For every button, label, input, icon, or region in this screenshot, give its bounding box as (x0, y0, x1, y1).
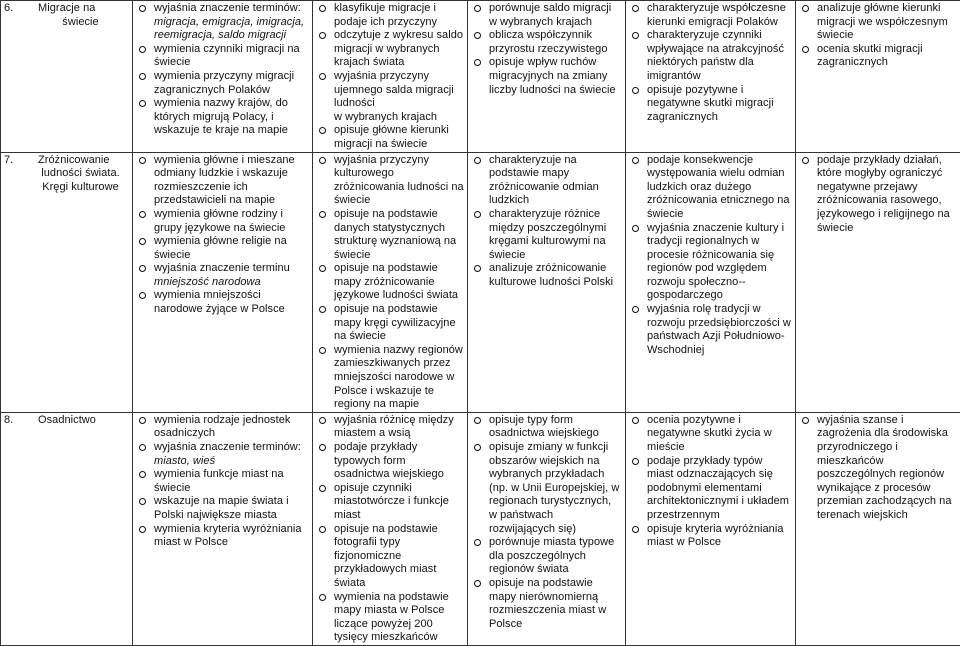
section-title-line: Migracje na (38, 2, 95, 14)
list-item: charakteryzuje współczesne kierunki emigracji Polaków (629, 2, 792, 29)
list-item: porównuje saldo migracji w wybranych krajach (471, 2, 622, 29)
list-item: charakteryzuje różnice między poszczególnymi kręgami kulturowymi na świecie (471, 208, 622, 262)
requirements-cell-level-4 (626, 152, 796, 412)
list-item: opisuje pozytywne i negatywne skutki migracji zagranicznych (629, 84, 792, 125)
list-item: podaje przykłady typowych form osadnictwa wiejskiego (316, 441, 464, 482)
requirements-list (136, 414, 309, 550)
list-item: ocenia skutki migracji zagranicznych (799, 43, 957, 70)
list-item: opisuje kryteria wyróżniania miast w Polsce (629, 523, 792, 550)
list-item: analizuje zróżnicowanie kulturowe ludności Polski (471, 262, 622, 289)
requirements-cell-level-4 (626, 1, 796, 153)
list-item: wymienia nazwy regionów zamieszkiwanych przez mniejszości narodowe w Polsce i wskazuje te regiony na mapie (316, 344, 464, 412)
requirements-list (316, 154, 464, 412)
requirements-cell-level-5 (796, 412, 960, 645)
list-item: wymienia rodzaje jednostek osadniczych (136, 414, 309, 441)
list-item: wymienia nazwy krajów, do których migrują Polacy, i wskazuje te kraje na mapie (136, 97, 309, 138)
requirements-list (471, 414, 622, 632)
requirements-list (471, 154, 622, 290)
list-item-continuation: przykładowych miast świata (316, 563, 464, 590)
list-item: wyjaśnia znaczenie terminów: (136, 441, 309, 455)
list-item: analizuje główne kierunki migracji we współczesnym świecie (799, 2, 957, 43)
list-item: wyjaśnia przyczyny ujemnego salda migracji ludności (316, 70, 464, 111)
list-item: wyjaśnia przyczyny kulturowego zróżnicowania ludności na świecie (316, 154, 464, 208)
requirements-list (316, 414, 464, 645)
list-item: ocenia pozytywne i negatywne skutki życia w mieście (629, 414, 792, 455)
section-heading-cell (1, 152, 133, 412)
requirements-cell-level-1 (133, 152, 313, 412)
section-row (1, 412, 960, 645)
list-item: opisuje na podstawie danych statystycznych strukturę wyznaniową na świecie (316, 208, 464, 262)
requirements-list (136, 154, 309, 317)
requirements-list (471, 2, 622, 97)
section-title-line: Osadnictwo (38, 414, 96, 426)
requirements-cell-level-5 (796, 1, 960, 153)
requirements-cell-level-4 (626, 412, 796, 645)
requirements-cell-level-2 (313, 412, 468, 645)
requirements-list (136, 2, 309, 138)
list-item: opisuje na podstawie mapy kręgi cywilizacyjne na świecie (316, 303, 464, 344)
section-title-line: Kręgi kulturowe (38, 181, 123, 195)
list-item: wyjaśnia znaczenie terminu (136, 262, 309, 276)
list-item: opisuje na podstawie fotografii typy fizjonomiczne (316, 523, 464, 564)
list-item-continuation: w wybranych krajach (316, 111, 464, 125)
list-item: porównuje miasta typowe dla poszczególnych regionów świata (471, 536, 622, 577)
list-item: opisuje główne kierunki migracji na świecie (316, 124, 464, 151)
section-row (1, 1, 960, 153)
requirements-list (316, 2, 464, 152)
list-item: wymienia główne rodziny i grupy językowe na świecie (136, 208, 309, 235)
section-title-line: ludności świata. (38, 167, 123, 181)
requirements-list (629, 154, 792, 358)
list-item: opisuje czynniki miastotwórcze i funkcje miast (316, 482, 464, 523)
list-item: klasyfikuje migracje i podaje ich przyczyny (316, 2, 464, 29)
section-heading-cell (1, 412, 133, 645)
list-item: wyjaśnia rolę tradycji w rozwoju przedsiębiorczości w państwach Azji Południowo-Wschodniej (629, 303, 792, 357)
list-item: charakteryzuje na podstawie mapy zróżnicowanie odmian ludzkich (471, 154, 622, 208)
list-item-continuation: migracja, emigracja, imigracja, reemigracja, saldo migracji (136, 16, 309, 43)
list-item: opisuje na podstawie mapy zróżnicowanie językowe ludności świata (316, 262, 464, 303)
list-item: wyjaśnia znaczenie terminów: (136, 2, 309, 16)
requirements-list (629, 2, 792, 124)
list-item: odczytuje z wykresu saldo migracji w wybranych krajach świata (316, 29, 464, 70)
list-item: wymienia przyczyny migracji zagranicznych Polaków (136, 70, 309, 97)
list-item: wymienia na podstawie mapy miasta w Polsce liczące powyżej 200 tysięcy mieszkańców (316, 591, 464, 645)
list-item: podaje konsekwencje występowania wielu odmian ludzkich oraz dużego zróżnicowania etnicznego na świecie (629, 154, 792, 222)
list-item: podaje przykłady działań, które mogłyby ograniczyć negatywne przejawy zróżnicowania rasowego, językowego i religijnego na świecie (799, 154, 957, 236)
section-row (1, 152, 960, 412)
list-item: wymienia kryteria wyróżniania miast w Polsce (136, 523, 309, 550)
list-item-continuation: mniejszość narodowa (136, 276, 309, 290)
list-item: wyjaśnia szanse i zagrożenia dla środowiska przyrodniczego i mieszkańców poszczególnych regionów wynikające z procesów przemian zachodzących na terenach wiejskich (799, 414, 957, 523)
list-item: oblicza współczynnik przyrostu rzeczywistego (471, 29, 622, 56)
requirements-list (799, 414, 957, 523)
requirements-cell-level-1 (133, 1, 313, 153)
section-title-line: Zróżnicowanie (38, 154, 110, 166)
list-item: wyjaśnia znaczenie kultury i tradycji regionalnych w procesie różnicowania się regionów pod względem rozwoju społeczno--gospodarczego (629, 222, 792, 304)
list-item: opisuje wpływ ruchów migracyjnych na zmiany liczby ludności na świecie (471, 56, 622, 97)
requirements-cell-level-3 (468, 152, 626, 412)
requirements-list (799, 154, 957, 236)
section-number: 7. (4, 154, 38, 168)
requirements-list (799, 2, 957, 70)
section-title-line: świecie (38, 16, 123, 30)
requirements-cell-level-2 (313, 152, 468, 412)
requirements-cell-level-2 (313, 1, 468, 153)
section-heading-cell (1, 1, 133, 153)
requirements-cell-level-3 (468, 1, 626, 153)
list-item: wymienia główne i mieszane odmiany ludzkie i wskazuje rozmieszczenie ich przedstawicieli na mapie (136, 154, 309, 208)
requirements-cell-level-3 (468, 412, 626, 645)
list-item-continuation: miasto, wieś (136, 455, 309, 469)
list-item: charakteryzuje czynniki wpływające na atrakcyjność niektórych państw dla imigrantów (629, 29, 792, 83)
list-item: opisuje typy form osadnictwa wiejskiego (471, 414, 622, 441)
list-item: wymienia główne religie na świecie (136, 235, 309, 262)
section-number: 8. (4, 414, 38, 428)
list-item: podaje przykłady typów miast odznaczających się podobnymi elementami architektonicznymi i układem przestrzennym (629, 455, 792, 523)
list-item: wymienia funkcje miast na świecie (136, 468, 309, 495)
list-item: wymienia czynniki migracji na świecie (136, 43, 309, 70)
requirements-cell-level-5 (796, 152, 960, 412)
list-item: opisuje zmiany w funkcji obszarów wiejskich na wybranych przykładach (np. w Unii Europejskiej, w regionach turystycznych, w państwach rozwijających się) (471, 441, 622, 536)
list-item: wskazuje na mapie świata i Polski największe miasta (136, 495, 309, 522)
requirements-cell-level-1 (133, 412, 313, 645)
list-item: wymienia mniejszości narodowe żyjące w Polsce (136, 289, 309, 316)
requirements-list (629, 414, 792, 550)
list-item: wyjaśnia różnicę między miastem a wsią (316, 414, 464, 441)
section-number: 6. (4, 2, 38, 16)
list-item: opisuje na podstawie mapy nierównomierną rozmieszczenia miast w Polsce (471, 577, 622, 631)
